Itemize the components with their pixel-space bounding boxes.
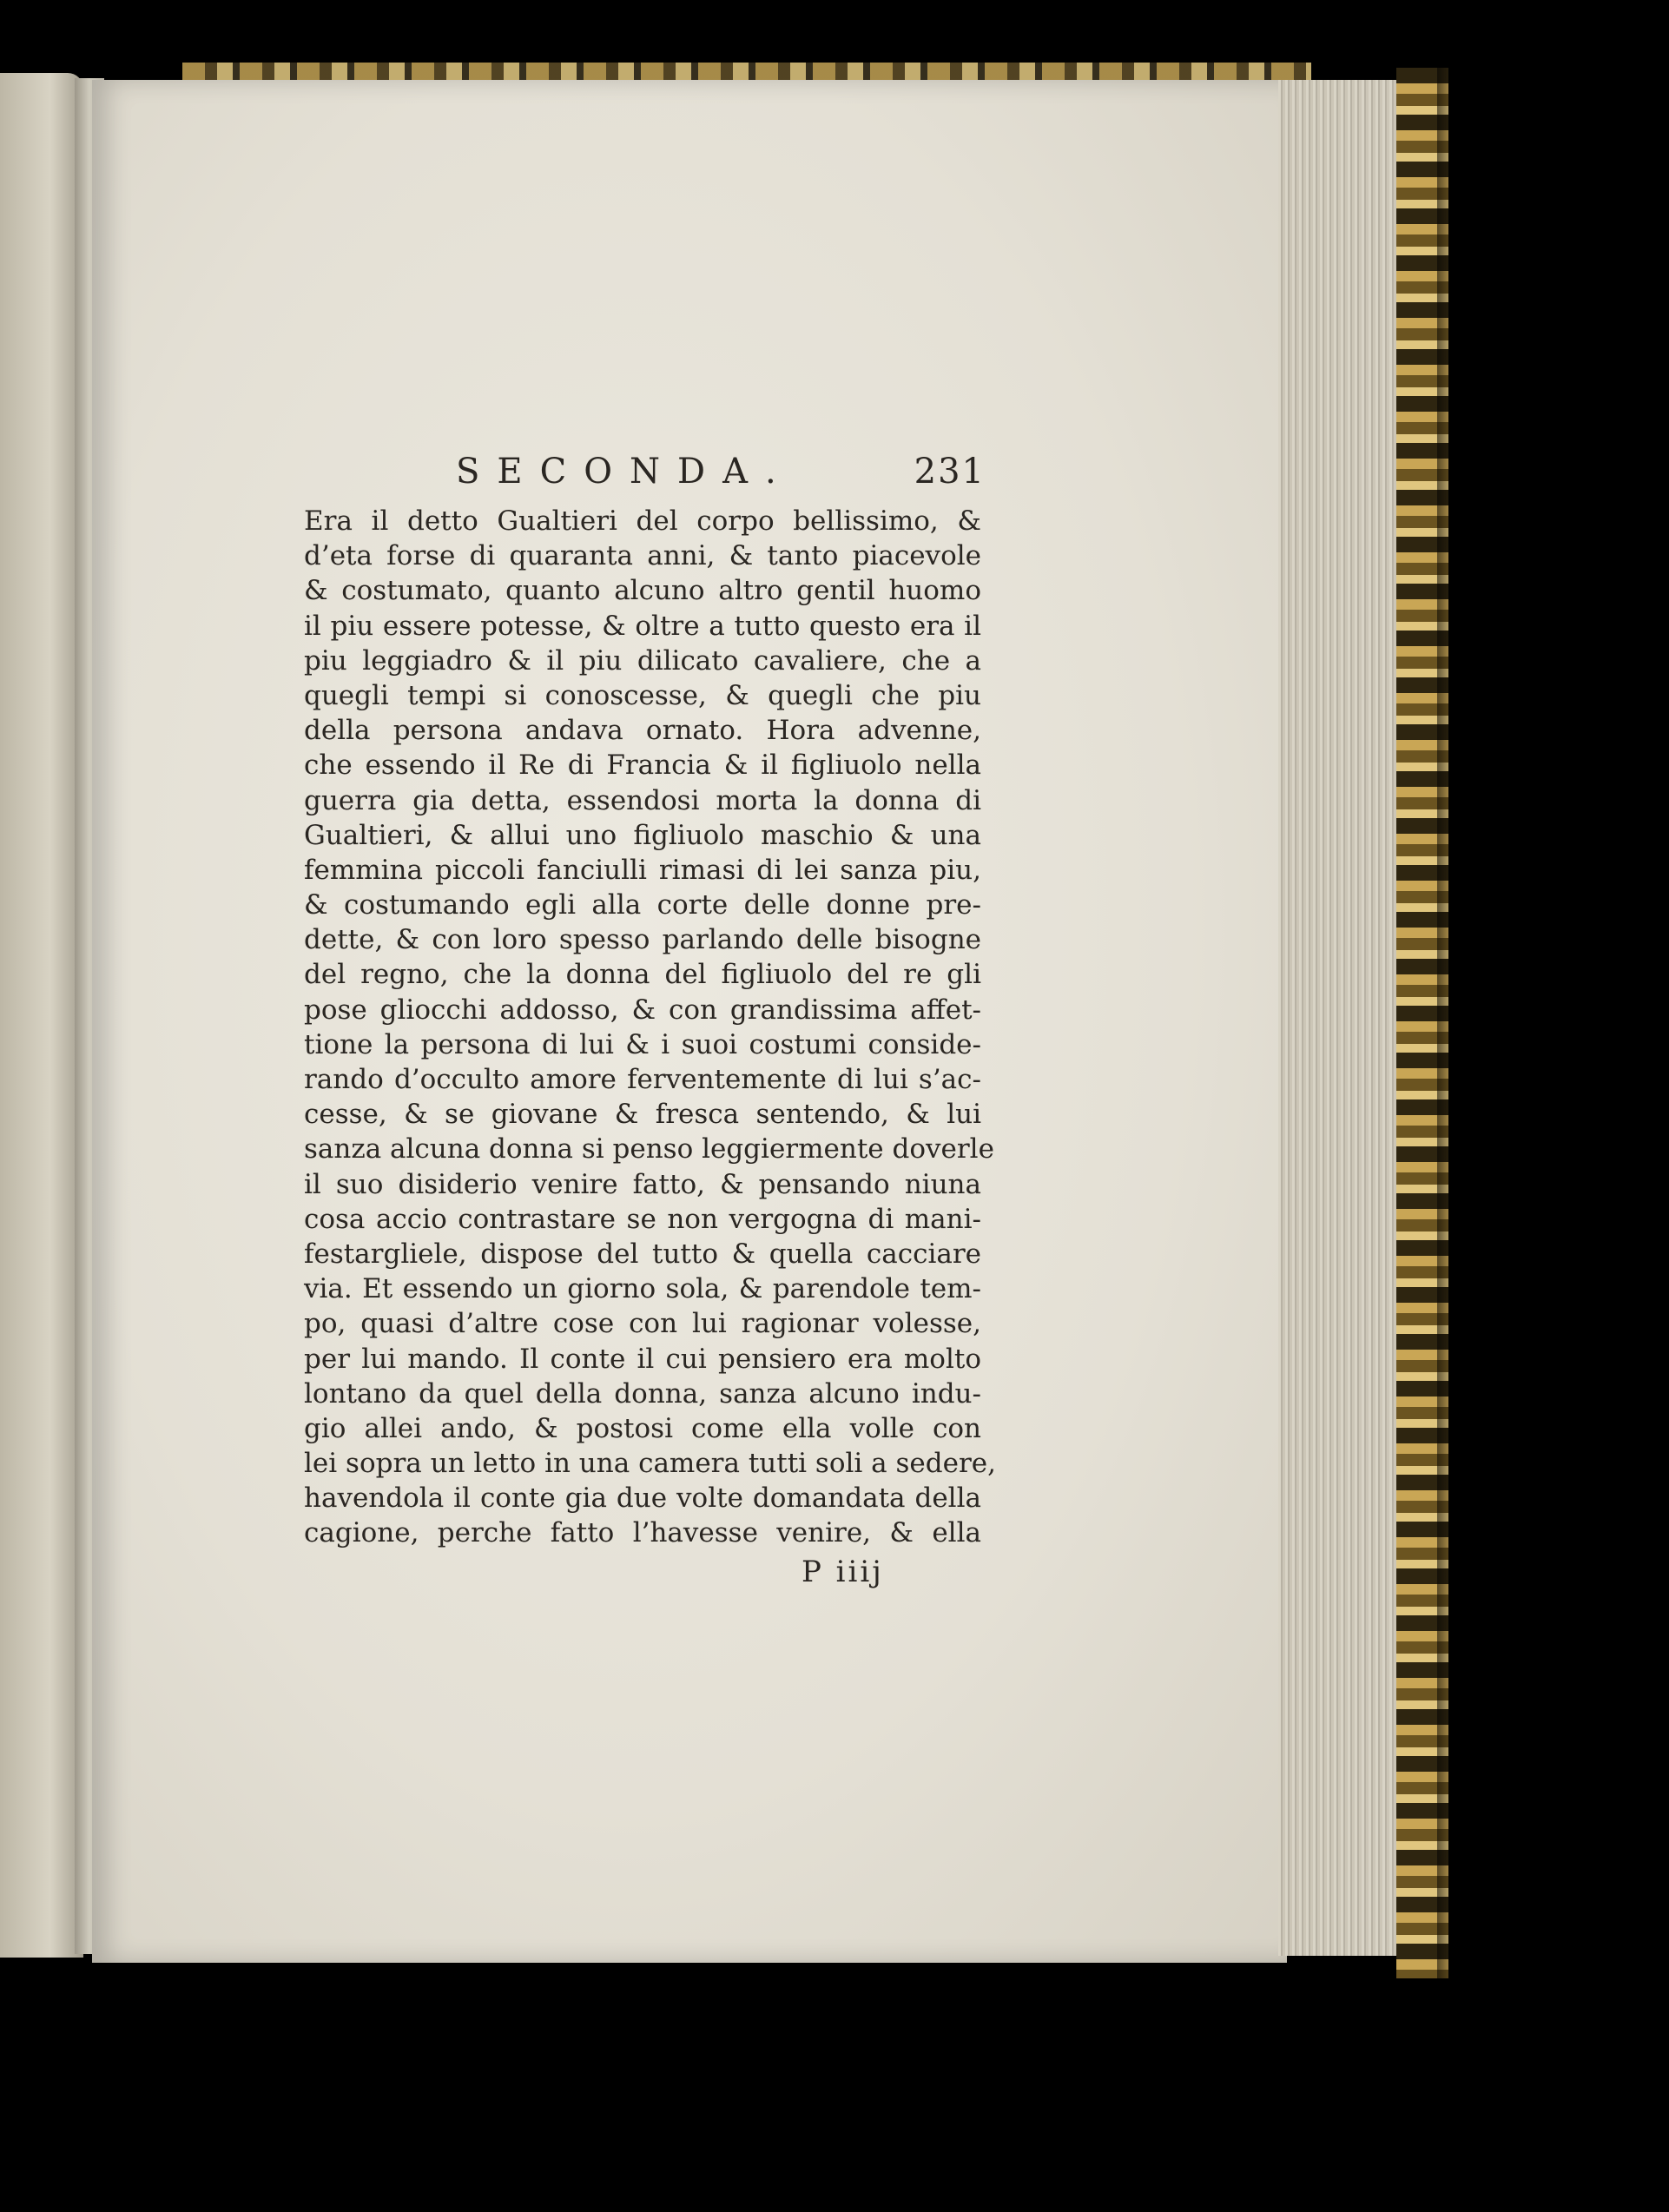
text-line: il piu essere potesse, & oltre a tutto questo era il bbox=[304, 610, 981, 642]
signature-mark-text: P iiij bbox=[802, 1554, 884, 1589]
text-line: & costumando egli alla corte delle donne pre- bbox=[304, 889, 981, 921]
signature-mark bbox=[304, 1551, 981, 1593]
text-line: po, quasi d’altre cose con lui ragionar volesse, bbox=[304, 1308, 981, 1340]
text-line: cesse, & se giovane & fresca sentendo, & lui bbox=[304, 1099, 981, 1131]
text-line: havendola il conte gia due volte domandata della bbox=[304, 1482, 981, 1515]
text-line: che essendo il Re di Francia & il figliuolo nella bbox=[304, 749, 981, 782]
text-line: via. Et essendo un giorno sola, & parendole tem- bbox=[304, 1273, 981, 1305]
text-line: guerra gia detta, essendosi morta la donna di bbox=[304, 784, 981, 816]
text-line: pose gliocchi addosso, & con grandissima affet- bbox=[304, 994, 981, 1026]
text-line: Gualtieri, & allui uno figliuolo maschio & una bbox=[304, 819, 981, 851]
text-line: il suo disiderio venire fatto, & pensando niuna bbox=[304, 1168, 981, 1200]
text-line: gio allei ando, & postosi come ella volle con bbox=[304, 1412, 981, 1444]
gilt-top-edge bbox=[182, 63, 1311, 82]
text-line: Era il detto Gualtieri del corpo bellissimo, & bbox=[304, 505, 981, 537]
text-line: lontano da quel della donna, sanza alcuno indu- bbox=[304, 1377, 981, 1410]
text-line: per lui mando. Il conte il cui pensiero era molto bbox=[304, 1343, 981, 1375]
text-line: rando d’occulto amore ferventemente di lui s’ac- bbox=[304, 1064, 981, 1095]
text-line: quegli tempi si conoscesse, & quegli che piu bbox=[304, 679, 981, 711]
text-line: festargliele, dispose del tutto & quella cacciare bbox=[304, 1238, 981, 1270]
text-block bbox=[304, 452, 996, 1593]
text-line: piu leggiadro & il piu dilicato cavaliere, che a bbox=[304, 644, 981, 677]
text-line: cagione, perche fatto l’havesse venire, & ella bbox=[304, 1517, 981, 1549]
text-line: cosa accio contrastare se non vergogna di mani- bbox=[304, 1203, 981, 1235]
text-line: & costumato, quanto alcuno altro gentil huomo bbox=[304, 575, 981, 607]
text-line: del regno, che la donna del figliuolo del re gli bbox=[304, 959, 981, 991]
running-head bbox=[304, 452, 986, 504]
page-fore-edges bbox=[1278, 80, 1407, 1956]
text-line: lei sopra un letto in una camera tutti soli a sedere, bbox=[304, 1448, 996, 1480]
text-line: femmina piccoli fanciulli rimasi di lei sanza piu, bbox=[304, 854, 981, 886]
spine-shadow bbox=[1437, 61, 1455, 1980]
text-line: tione la persona di lui & i suoi costumi conside- bbox=[304, 1028, 981, 1060]
text-line: sanza alcuna donna si penso leggiermente doverle bbox=[304, 1133, 994, 1165]
left-page-edge bbox=[0, 73, 83, 1958]
text-line: della persona andava ornato. Hora advenne, bbox=[304, 715, 981, 747]
page-number: 231 bbox=[914, 452, 986, 492]
text-line: d’eta forse di quaranta anni, & tanto piacevole bbox=[304, 540, 981, 572]
text-line: dette, & con loro spesso parlando delle bisogne bbox=[304, 924, 981, 956]
body-text bbox=[304, 504, 996, 1551]
running-head-title: SECONDA. bbox=[456, 452, 794, 492]
